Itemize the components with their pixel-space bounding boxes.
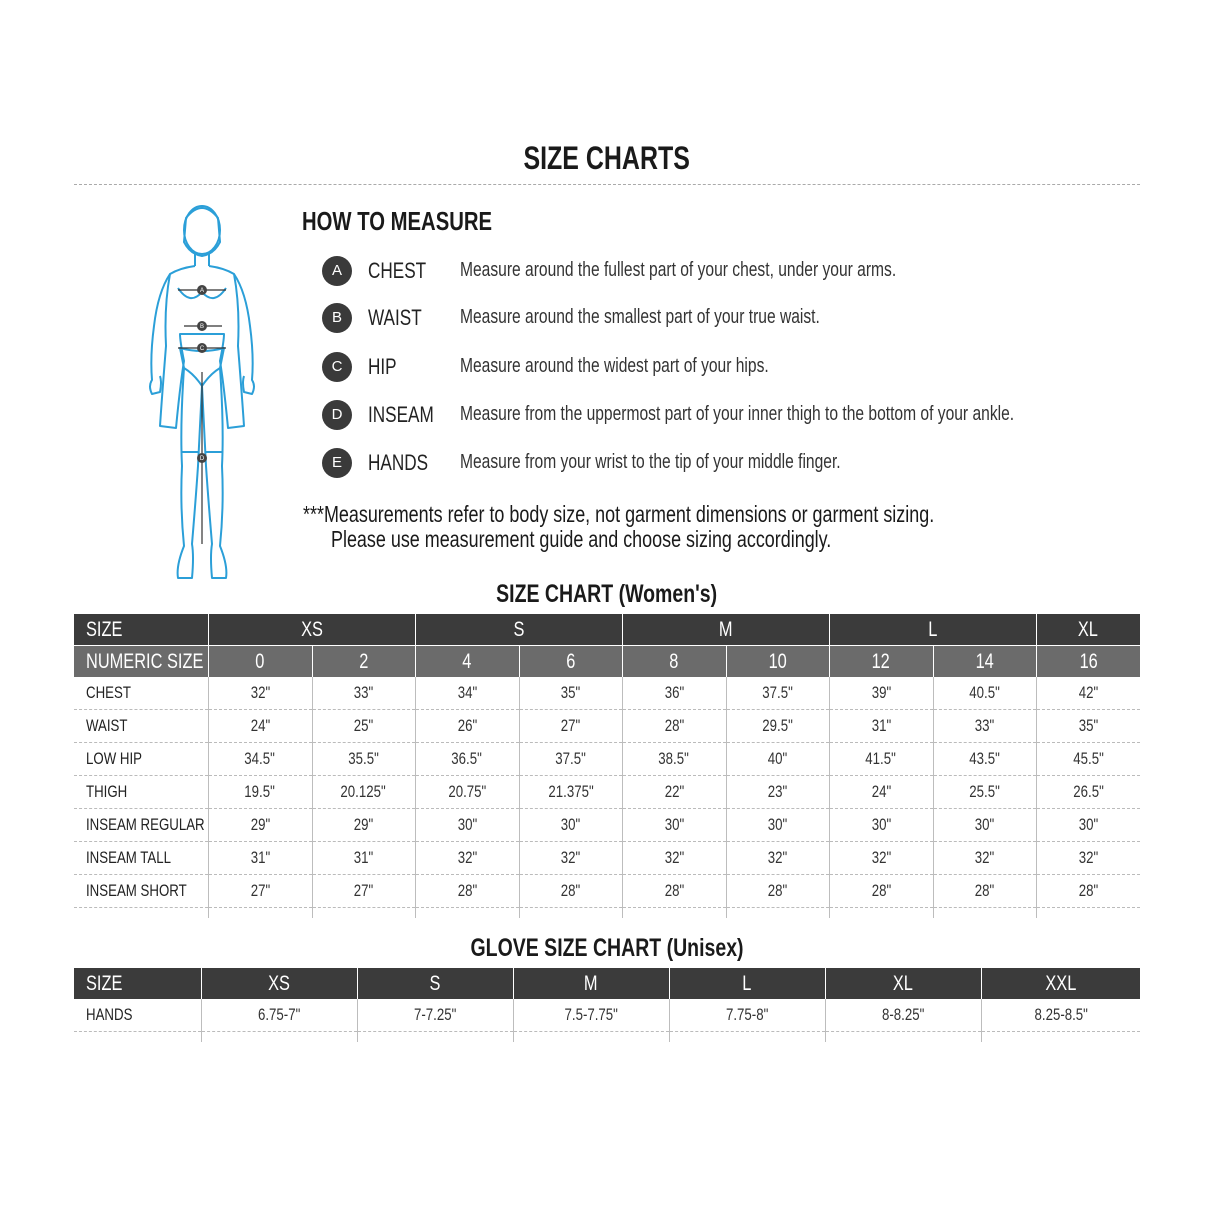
table-cell: 26" [415, 710, 519, 743]
table-cell: 27" [312, 875, 415, 908]
table-cell: 29.5" [726, 710, 829, 743]
table-cell: 31" [829, 710, 933, 743]
table-tail-cell [1036, 908, 1140, 919]
table-cell: 32" [519, 842, 622, 875]
table-row [74, 875, 1140, 908]
table-cell: 8-8.25" [825, 999, 981, 1032]
table-cell: 20.125" [312, 776, 415, 809]
table-cell: 41.5" [829, 743, 933, 776]
page-title: SIZE CHARTS [523, 140, 691, 176]
table-cell: 29" [312, 809, 415, 842]
table-cell: 7.75-8" [669, 999, 825, 1032]
table-cell: 40.5" [933, 677, 1036, 710]
row-label: INSEAM TALL [74, 842, 208, 875]
measure-name: INSEAM [368, 402, 434, 427]
glove-chart-title: GLOVE SIZE CHART (Unisex) [470, 934, 744, 962]
measurement-note: ***Measurements refer to body size, not garment dimensions or garment sizing. Please use measurement guide and choose sizing accordingly. [303, 501, 935, 552]
table-cell: 32" [415, 842, 519, 875]
table-cell: 19.5" [208, 776, 312, 809]
measure-description: Measure around the widest part of your hips. [460, 355, 769, 377]
numeric-size-cell: 12 [829, 646, 933, 678]
table-cell: 28" [519, 875, 622, 908]
table-cell: 28" [829, 875, 933, 908]
row-label: CHEST [74, 677, 208, 710]
table-cell: 33" [933, 710, 1036, 743]
size-header-xs: XS [208, 614, 415, 646]
table-tail-cell [669, 1032, 825, 1043]
table-tail-cell [201, 1032, 357, 1043]
measure-name: HANDS [368, 450, 429, 475]
table-cell: 28" [726, 875, 829, 908]
table-cell: 39" [829, 677, 933, 710]
table-cell: 32" [1036, 842, 1140, 875]
glove-size-header-s: S [357, 968, 513, 999]
table-cell: 31" [208, 842, 312, 875]
badge-c: C [322, 352, 352, 382]
glove-size-header-label: SIZE [74, 968, 201, 999]
table-cell: 32" [208, 677, 312, 710]
table-cell: 30" [415, 809, 519, 842]
table-tail-cell [519, 908, 622, 919]
figure-label-b: B [199, 324, 205, 330]
table-row [74, 999, 1140, 1032]
measure-description: Measure around the fullest part of your chest, under your arms. [460, 259, 897, 281]
numeric-size-label: NUMERIC SIZE [74, 646, 208, 678]
numeric-size-cell: 4 [415, 646, 519, 678]
table-cell: 28" [622, 710, 726, 743]
table-row [74, 677, 1140, 710]
table-row [74, 809, 1140, 842]
measure-name: HIP [368, 354, 397, 379]
badge-e: E [322, 448, 352, 478]
row-label: INSEAM REGULAR [74, 809, 208, 842]
table-cell: 28" [415, 875, 519, 908]
table-tail-row [74, 1032, 1140, 1043]
size-header-row [74, 614, 1140, 646]
numeric-size-cell: 6 [519, 646, 622, 678]
numeric-size-cell: 8 [622, 646, 726, 678]
table-cell: 30" [519, 809, 622, 842]
numeric-size-cell: 16 [1036, 646, 1140, 678]
table-cell: 40" [726, 743, 829, 776]
glove-size-header-row [74, 968, 1140, 999]
table-tail-cell [829, 908, 933, 919]
badge-d: D [322, 400, 352, 430]
size-header-s: S [415, 614, 622, 646]
how-to-measure-heading: HOW TO MEASURE [302, 206, 493, 236]
table-cell: 35.5" [312, 743, 415, 776]
table-tail-cell [415, 908, 519, 919]
table-tail-cell [726, 908, 829, 919]
measure-name: WAIST [368, 305, 422, 330]
table-tail-cell [825, 1032, 981, 1043]
glove-size-header-xl: XL [825, 968, 981, 999]
table-cell: 6.75-7" [201, 999, 357, 1032]
row-label: INSEAM SHORT [74, 875, 208, 908]
table-cell: 27" [208, 875, 312, 908]
womens-chart-title: SIZE CHART (Women's) [496, 580, 718, 608]
table-cell: 32" [829, 842, 933, 875]
table-tail-cell [622, 908, 726, 919]
table-cell: 25" [312, 710, 415, 743]
table-cell: 43.5" [933, 743, 1036, 776]
table-cell: 45.5" [1036, 743, 1140, 776]
table-cell: 26.5" [1036, 776, 1140, 809]
size-header-m: M [622, 614, 829, 646]
badge-b: B [322, 303, 352, 333]
table-tail-cell [513, 1032, 669, 1043]
table-cell: 34.5" [208, 743, 312, 776]
measure-description: Measure around the smallest part of your true waist. [460, 306, 820, 328]
table-cell: 36" [622, 677, 726, 710]
table-cell: 32" [726, 842, 829, 875]
table-tail-cell [312, 908, 415, 919]
table-cell: 34" [415, 677, 519, 710]
table-tail-row [74, 908, 1140, 919]
table-tail-cell [208, 908, 312, 919]
table-cell: 30" [726, 809, 829, 842]
table-tail-cell [74, 1032, 201, 1043]
table-cell: 24" [208, 710, 312, 743]
table-cell: 29" [208, 809, 312, 842]
row-label: THIGH [74, 776, 208, 809]
table-cell: 31" [312, 842, 415, 875]
figure-label-c: C [199, 346, 205, 352]
table-cell: 42" [1036, 677, 1140, 710]
measure-name: CHEST [368, 258, 427, 283]
table-tail-cell [933, 908, 1036, 919]
table-cell: 36.5" [415, 743, 519, 776]
row-label: HANDS [74, 999, 201, 1032]
table-cell: 37.5" [519, 743, 622, 776]
table-cell: 20.75" [415, 776, 519, 809]
size-header-label: SIZE [74, 614, 208, 646]
measure-description: Measure from your wrist to the tip of your middle finger. [460, 451, 841, 473]
title-divider [74, 184, 1140, 185]
table-row [74, 710, 1140, 743]
table-cell: 30" [933, 809, 1036, 842]
table-cell: 24" [829, 776, 933, 809]
table-cell: 35" [1036, 710, 1140, 743]
table-cell: 7-7.25" [357, 999, 513, 1032]
table-row [74, 842, 1140, 875]
table-cell: 21.375" [519, 776, 622, 809]
table-row [74, 776, 1140, 809]
table-cell: 28" [622, 875, 726, 908]
glove-size-table [74, 968, 1140, 1042]
row-label: LOW HIP [74, 743, 208, 776]
womens-size-table [74, 614, 1140, 918]
table-cell: 28" [933, 875, 1036, 908]
badge-a: A [322, 256, 352, 286]
table-cell: 25.5" [933, 776, 1036, 809]
body-figure-illustration [140, 196, 270, 586]
table-cell: 33" [312, 677, 415, 710]
numeric-size-cell: 14 [933, 646, 1036, 678]
glove-size-header-xxl: XXL [981, 968, 1140, 999]
size-header-l: L [829, 614, 1036, 646]
numeric-size-cell: 2 [312, 646, 415, 678]
glove-size-header-xs: XS [201, 968, 357, 999]
table-tail-cell [74, 908, 208, 919]
size-header-xl: XL [1036, 614, 1140, 646]
table-cell: 32" [622, 842, 726, 875]
table-cell: 32" [933, 842, 1036, 875]
table-cell: 7.5-7.75" [513, 999, 669, 1032]
table-tail-cell [981, 1032, 1140, 1043]
table-cell: 30" [829, 809, 933, 842]
numeric-size-cell: 0 [208, 646, 312, 678]
numeric-size-cell: 10 [726, 646, 829, 678]
glove-size-header-l: L [669, 968, 825, 999]
row-label: WAIST [74, 710, 208, 743]
table-cell: 23" [726, 776, 829, 809]
table-cell: 30" [622, 809, 726, 842]
figure-label-a: A [199, 288, 205, 294]
table-cell: 27" [519, 710, 622, 743]
figure-label-d: D [199, 456, 205, 462]
table-cell: 30" [1036, 809, 1140, 842]
numeric-size-header-row [74, 646, 1140, 678]
table-cell: 28" [1036, 875, 1140, 908]
table-tail-cell [357, 1032, 513, 1043]
table-row [74, 743, 1140, 776]
table-cell: 37.5" [726, 677, 829, 710]
table-cell: 8.25-8.5" [981, 999, 1140, 1032]
measure-description: Measure from the uppermost part of your inner thigh to the bottom of your ankle. [460, 403, 1015, 425]
table-cell: 38.5" [622, 743, 726, 776]
table-cell: 35" [519, 677, 622, 710]
table-cell: 22" [622, 776, 726, 809]
glove-size-header-m: M [513, 968, 669, 999]
